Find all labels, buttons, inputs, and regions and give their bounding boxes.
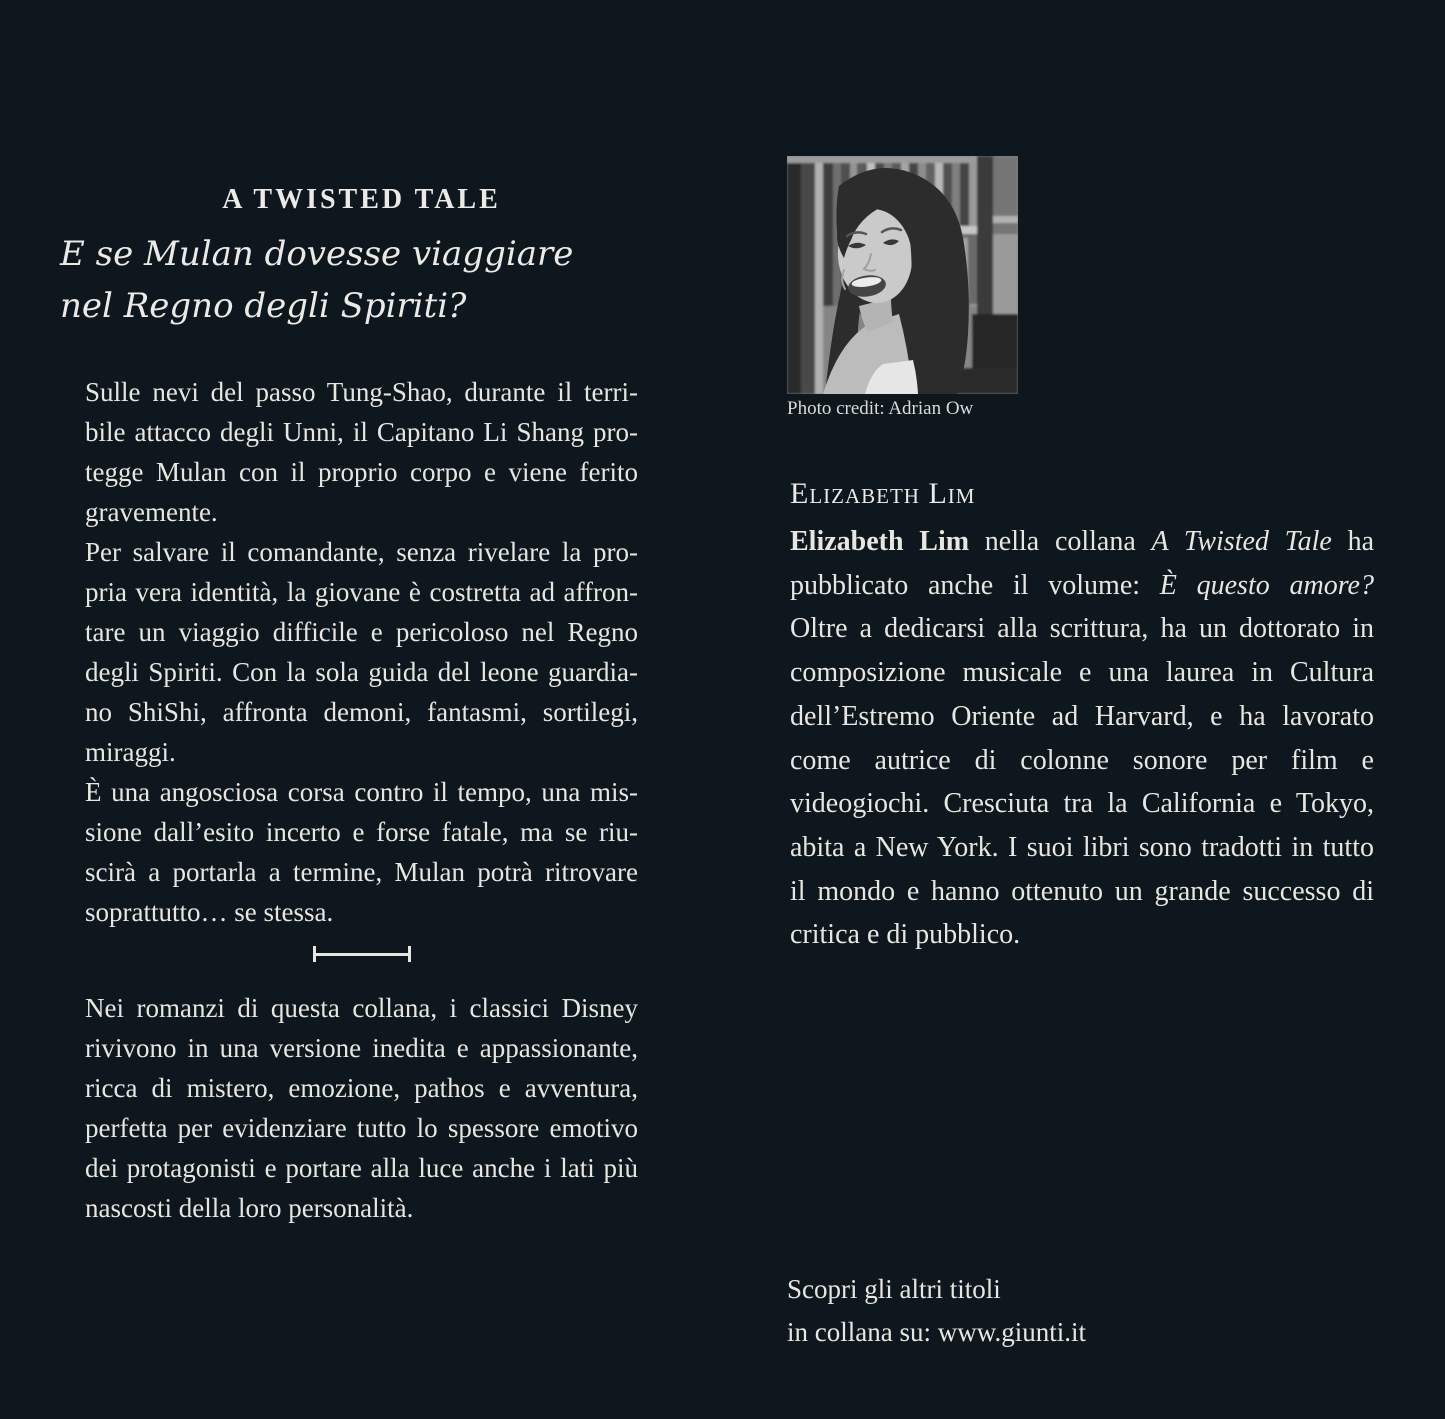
text-line: Scopri gli altri titoli [787,1274,1001,1304]
text-line: videogiochi. Cresciuta tra la California e Tokyo, [790,788,1374,820]
text-line: sione dall’esito incerto e forse fatale, ma se riu- [85,817,638,847]
text-line: gravemente. [85,497,218,527]
collection-text [85,988,638,1228]
text-line: È una angosciosa corsa contro il tempo, una mis- [85,777,638,807]
text-line: critica e di pubblico. [790,919,1021,951]
author-photo-illustration [787,156,1018,394]
text-line: Sulle nevi del passo Tung-Shao, durante il terri- [85,377,638,407]
text-line: pubblicato anche il volume: È questo amore? [790,569,1374,601]
text-line: dell’Estremo Oriente ad Harvard, e ha lavorato [790,700,1374,732]
text-line: E se Mulan dovesse viaggiare [60,234,574,274]
text-line: rivivono in una versione inedita e appassionante, [85,1033,638,1063]
text-line: degli Spiriti. Con la sola guida del leone guardia- [85,657,638,687]
section-divider [85,946,638,962]
divider-rule [313,946,411,962]
text-line: come autrice di colonne sonore per film e [790,744,1374,776]
series-title: A TWISTED TALE [222,184,501,215]
text-line: nascosti della loro personalità. [85,1193,414,1223]
photo-credit: Photo credit: Adrian Ow [787,398,974,419]
synopsis-text [85,372,638,932]
text-line: tegge Mulan con il proprio corpo e viene ferito [85,457,638,487]
text-line: Oltre a dedicarsi alla scrittura, ha un dottorato in [790,613,1374,645]
author-photo [787,156,1018,394]
author-name: Elizabeth Lim [790,477,976,510]
divider-bar [316,953,408,956]
text-line: bile attacco degli Unni, il Capitano Li Shang pro- [85,417,638,447]
text-line: nel Regno degli Spiriti? [60,286,467,326]
text-line: dei protagonisti e portare alla luce anche i lati più [85,1153,638,1183]
text-line: perfetta per evidenziare tutto lo spessore emotivo [85,1113,638,1143]
text-line: Per salvare il comandante, senza rivelare la pro- [85,537,638,567]
text-line: tare un viaggio difficile e pericoloso nel Regno [85,617,638,647]
text-line: Nei romanzi di questa collana, i classici Disney [85,993,638,1023]
text-line: pria vera identità, la giovane è costretta ad affron- [85,577,638,607]
text-line: in collana su: www.giunti.it [787,1317,1086,1347]
text-line: ricca di mistero, emozione, pathos e avventura, [85,1073,638,1103]
collection-footer [787,1268,1086,1354]
tagline [60,228,663,332]
author-bio [790,520,1374,957]
divider-right-tick [408,946,411,962]
text-line: soprattutto… se stessa. [85,897,334,927]
text-line: il mondo e hanno ottenuto un grande successo di [790,875,1374,907]
text-line: Elizabeth Lim nella collana A Twisted Tale ha [790,526,1375,557]
text-line: composizione musicale e una laurea in Cultura [790,657,1374,689]
text-line: abita a New York. I suoi libri sono tradotti in tutto [790,831,1374,863]
text-line: scirà a portarla a termine, Mulan potrà ritrovare [85,857,638,887]
text-line: miraggi. [85,737,176,767]
text-line: no ShiShi, affronta demoni, fantasmi, sortilegi, [85,697,638,727]
